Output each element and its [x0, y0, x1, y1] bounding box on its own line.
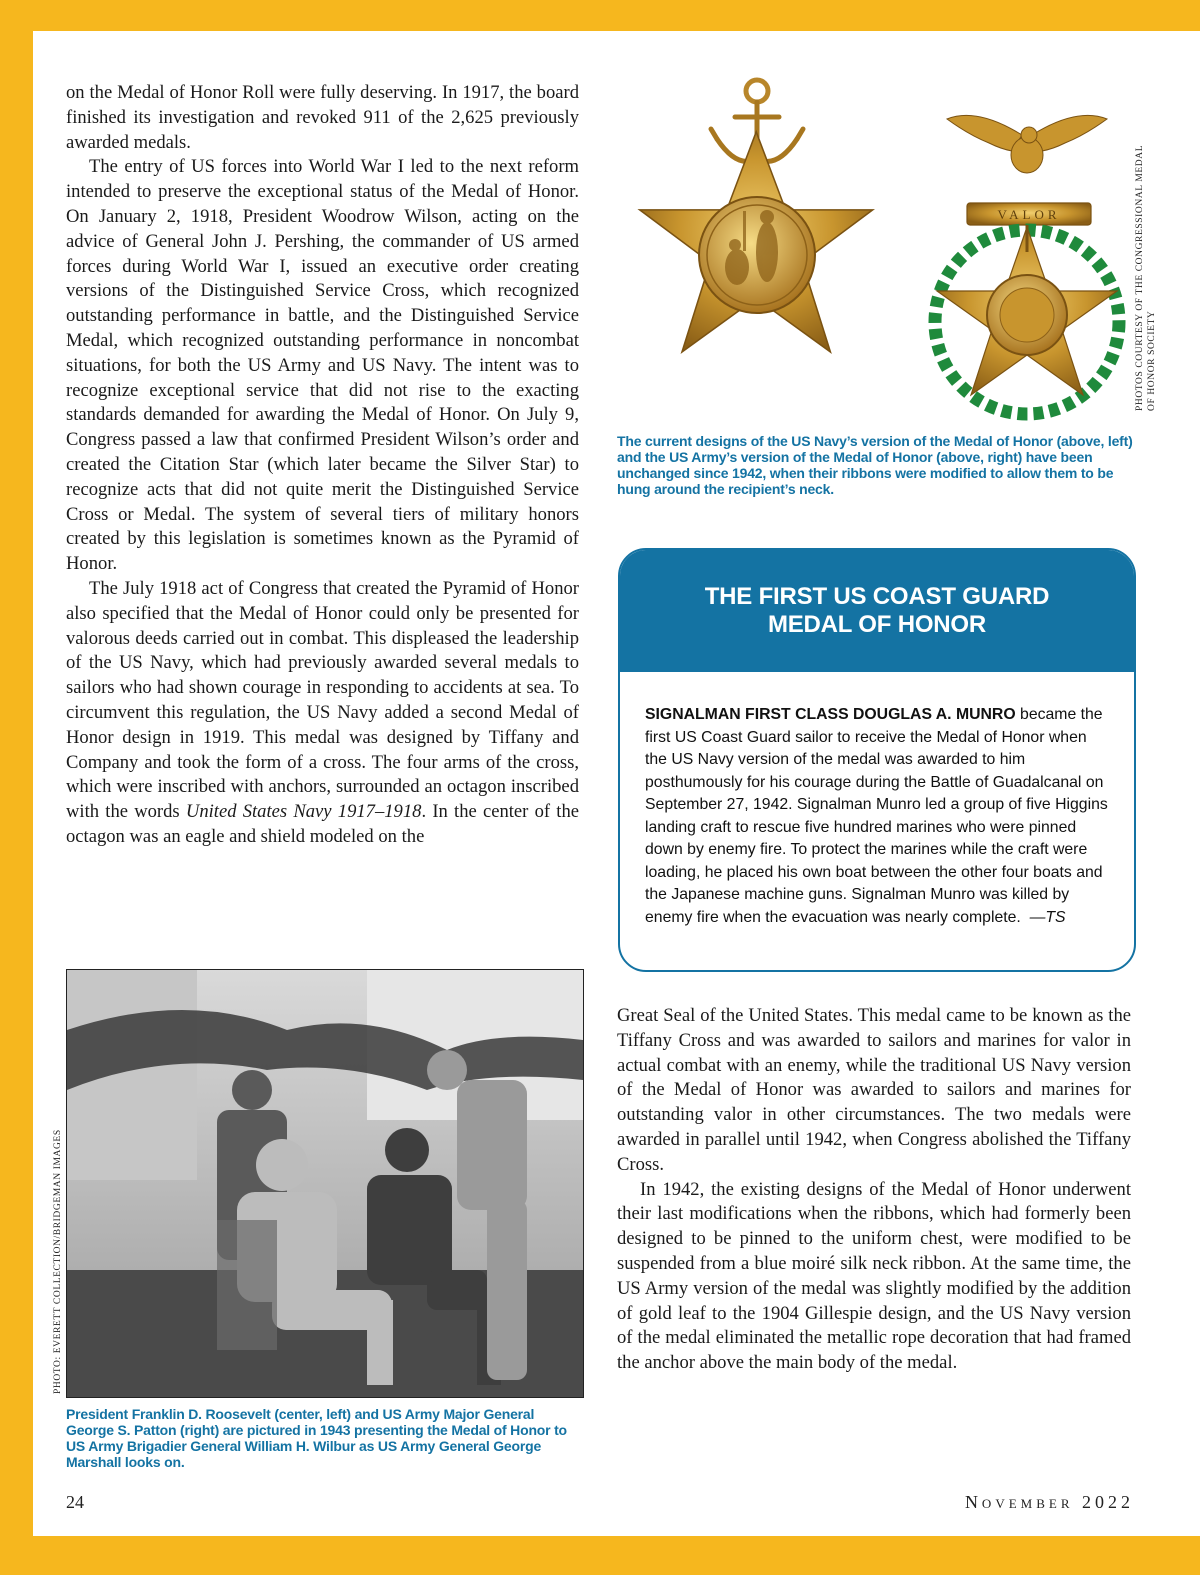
sidebar-signature: —TS: [1029, 908, 1066, 926]
medals-photo-credit: [1134, 145, 1158, 411]
medals-photo: [617, 77, 1135, 427]
magazine-page: [33, 31, 1200, 1536]
sidebar-box: [618, 548, 1136, 972]
article-left-column: [66, 81, 579, 850]
article-paragraph: on the Medal of Honor Roll were fully deserving. In 1917, the board finished its investigation and revoked 911 of the 2,625 previously awarded medals.: [66, 82, 579, 153]
sidebar-header: [620, 550, 1134, 672]
chair: [217, 1220, 277, 1350]
issue-date: November 2022: [964, 1492, 1134, 1512]
article-text: . In the center of the octagon was an eagle and shield modeled on the: [66, 801, 580, 847]
valor-bar-text: VALOR: [997, 207, 1061, 222]
sidebar-title: THE FIRST US COAST GUARD MEDAL OF HONOR: [704, 583, 1050, 638]
page-number: 24: [66, 1492, 84, 1512]
article-paragraph: Great Seal of the United States. This medal came to be known as the Tiffany Cross and was awarded to sailors and marines for valor in actual combat with an enemy, while the traditional US Navy version of the Medal of Honor was awarded to sailors and marines for outstanding valor in other circumstances. The two medals were awarded in parallel until 1942, when Congress abolished the Tiffany Cross.: [617, 1005, 1131, 1175]
photo-caption: President Franklin D. Roosevelt (center, left) and US Army Major General George S. Patton (right) are pictured in 1943 presenting the Medal of Honor to US Army Brigadier General William H. Wilbur as US Army General George Marshall looks on.: [66, 1406, 567, 1470]
article-right-column: [617, 1004, 1131, 1376]
navy-medal: [640, 80, 873, 352]
sidebar-body: [620, 672, 1134, 929]
army-medal: [935, 115, 1119, 414]
suspension-ring: [746, 80, 768, 102]
credit-line: OF HONOR SOCIETY: [1147, 310, 1157, 411]
sidebar-text: became the first US Coast Guard sailor to receive the Medal of Honor when the US Navy version of the medal was awarded to him posthumously for his courage during the Battle of Guadalcanal on September 27, 1942. Signalman Munro led a group of five Higgins landing craft to rescue five hundred marines who were pinned down by enemy fire. To protect the marines while the craft were loading, he placed his own boat between the other four boats and the Japanese machine guns. Signalman Munro was killed by enemy fire when the evacuation was nearly complete.: [645, 706, 1108, 926]
medal-inscription-text: United States Navy 1917–1918: [185, 801, 422, 823]
photo-credit: PHOTO: EVERETT COLLECTION/BRIDGEMAN IMAGES: [53, 1129, 63, 1394]
eagle-icon: [947, 115, 1107, 173]
sidebar-lead: SIGNALMAN FIRST CLASS DOUGLAS A. MUNRO: [645, 706, 1016, 723]
credit-line: PHOTOS COURTESY OF THE CONGRESSIONAL MEDAL: [1135, 144, 1145, 411]
minerva-head: [1000, 288, 1054, 342]
medals-caption: The current designs of the US Navy’s version of the Medal of Honor (above, left) and the US Army’s version of the Medal of Honor (above, right) have been unchanged since 1942, when their ribbons were modified to allow them to be hung around the recipient’s neck.: [617, 433, 1133, 497]
article-paragraph: In 1942, the existing designs of the Medal of Honor underwent their last modifications when the ribbons, which had formerly been designed to be pinned to the uniform chest, were modified to be suspended from a blue moiré silk neck ribbon. At the same time, the US Army version of the medal was slightly modified by the addition of gold leaf to the 1904 Gillespie design, and the US Navy version of the medal eliminated the metallic rope decoration that had framed the anchor above the main body of the medal.: [617, 1178, 1131, 1374]
article-paragraph: The entry of US forces into World War I led to the next reform intended to preserve the exceptional status of the Medal of Honor. On January 2, 1918, President Woodrow Wilson, acting on the advice of General John J. Pershing, the commander of US armed forces during World War I, issued an executive order creating versions of the Distinguished Service Cross, which recognized outstanding performance in battle, and the Distinguished Service Medal, which recognized outstanding performance in noncombat situations, for both the US Army and US Navy. The intent was to recognize exceptional service that did not rise to the exacting standards demanded for awarding the Medal of Honor. On July 9, Congress passed a law that confirmed President Wilson’s order and created the Citation Star (which later became the Silver Star) to recognize acts that did not quite merit the Distinguished Service Cross or Medal. The system of several tiers of military honors created by this legislation is sometimes known as the Pyramid of Honor.: [66, 156, 579, 575]
article-text: The July 1918 act of Congress that created the Pyramid of Honor also specified that the Medal of Honor could only be presented for valorous deeds carried out in combat. This displeased the leadership of the US Navy, which had previously awarded several medals to sailors who had shown courage in responding to accidents at sea. To circumvent this regulation, the US Navy added a second Medal of Honor design in 1919. This medal was designed by Tiffany and Company and took the form of a cross. The four arms of the cross, which were inscribed with anchors, surrounded an octagon inscribed with the words: [66, 577, 579, 823]
roosevelt-photo: [66, 969, 584, 1398]
article-paragraph: [66, 577, 579, 850]
